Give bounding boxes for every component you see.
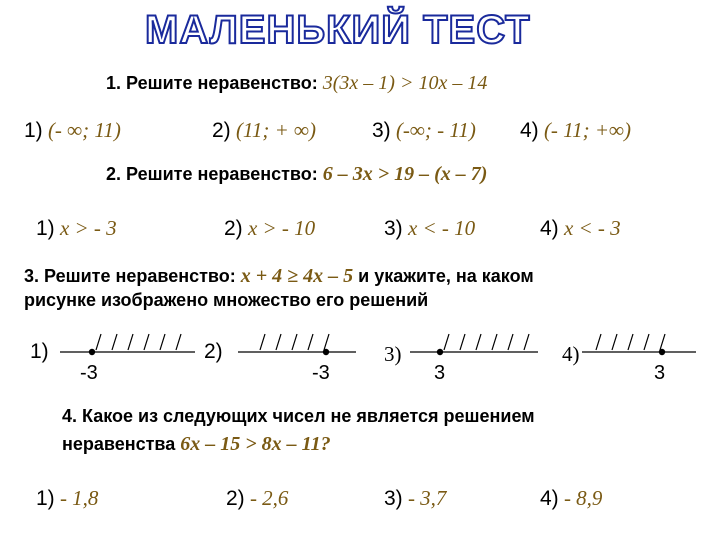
q3-option-1-label[interactable]: 1) (30, 340, 49, 363)
question-1 (106, 72, 487, 95)
number-line-2-graphic (238, 330, 358, 360)
question-4-text: неравенства (62, 434, 176, 454)
number-line-4-graphic (582, 330, 700, 360)
question-2 (106, 163, 487, 186)
question-2-text: 2. Решите неравенство: (106, 164, 318, 184)
q1-option-3[interactable]: 3) (-∞; - 11) (372, 118, 476, 142)
q1-option-2[interactable]: 2) (11; + ∞) (212, 118, 316, 142)
q1-option-1[interactable]: 1) (- ∞; 11) (24, 118, 121, 142)
question-3-line-1 (24, 265, 534, 288)
q3-option-1-point-label: -3 (80, 362, 98, 384)
q4-option-1[interactable]: 1) - 1,8 (36, 486, 99, 510)
q3-option-3-point-label: 3 (434, 362, 446, 384)
q2-option-1[interactable]: 1) x > - 3 (36, 216, 117, 240)
question-1-text: 1. Решите неравенство: (106, 73, 318, 93)
question-3-text: 3. Решите неравенство: (24, 266, 236, 286)
q3-option-2-point-label: -3 (312, 362, 330, 384)
q3-option-4-point-label: 3 (654, 362, 666, 384)
page-title: МАЛЕНЬКИЙ ТЕСТ (145, 8, 531, 52)
q4-option-2[interactable]: 2) - 2,6 (226, 486, 289, 510)
question-4-line-2 (62, 433, 331, 456)
q1-option-4[interactable]: 4) (- 11; +∞) (520, 118, 631, 142)
q4-option-4[interactable]: 4) - 8,9 (540, 486, 603, 510)
question-2-expression: 6 – 3x > 19 – (x – 7) (322, 163, 488, 185)
q2-option-4[interactable]: 4) x < - 3 (540, 216, 621, 240)
question-3-text-cont: и укажите, на каком (358, 266, 534, 286)
number-line-3-graphic (410, 330, 540, 360)
q3-option-2-number-line[interactable] (238, 330, 358, 360)
q3-option-4-label[interactable]: 4) (562, 342, 580, 366)
question-3-expression: x + 4 ≥ 4x – 5 (240, 265, 354, 287)
q3-option-3-label[interactable]: 3) (384, 342, 402, 366)
question-3-line-2: рисунке изображено множество его решений (24, 290, 429, 310)
q3-option-4-number-line[interactable] (582, 330, 700, 360)
question-4-expression: 6x – 15 > 8x – 11? (180, 433, 331, 455)
question-1-expression: 3(3x – 1) > 10x – 14 (322, 72, 488, 94)
q3-option-3-number-line[interactable] (410, 330, 540, 360)
question-4-line-1: 4. Какое из следующих чисел не является решением (62, 406, 535, 426)
q3-option-2-label[interactable]: 2) (204, 340, 223, 363)
q3-option-1-number-line[interactable] (60, 330, 200, 360)
q4-option-3[interactable]: 3) - 3,7 (384, 486, 447, 510)
q2-option-2[interactable]: 2) x > - 10 (224, 216, 316, 240)
q2-option-3[interactable]: 3) x < - 10 (384, 216, 476, 240)
number-line-1-graphic (60, 330, 200, 360)
